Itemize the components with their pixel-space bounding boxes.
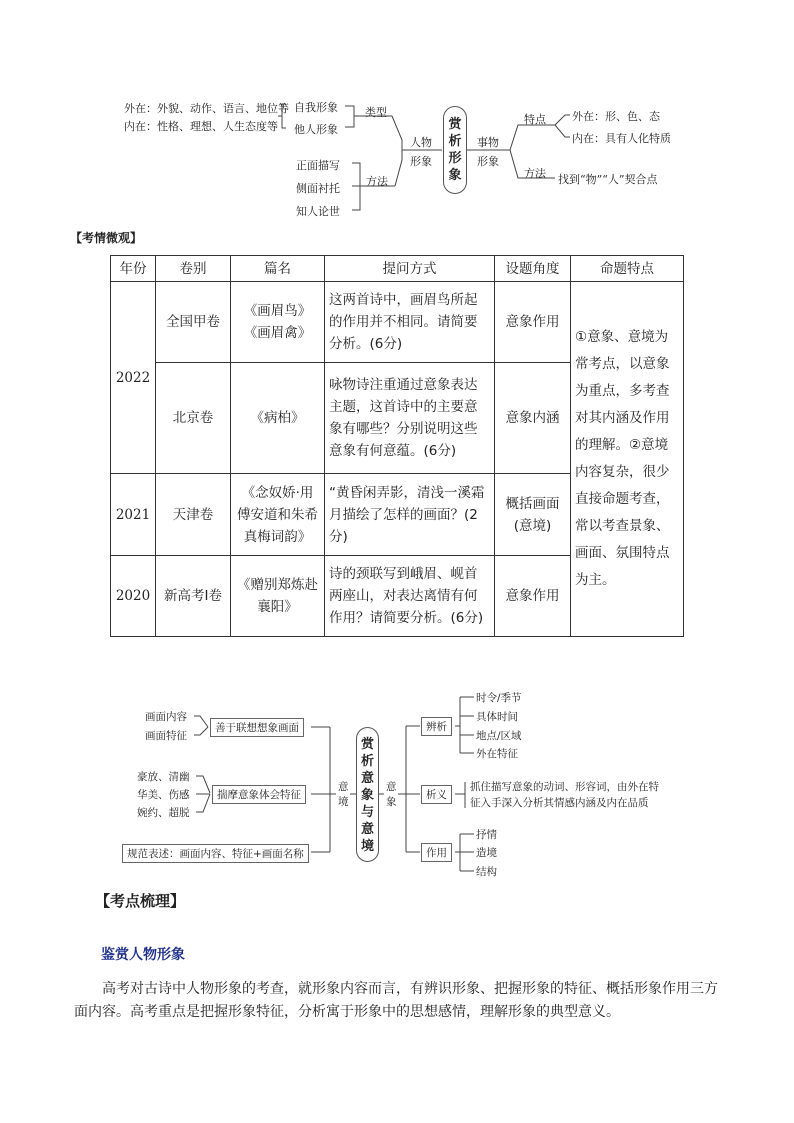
center-char: 析 [360, 754, 374, 769]
style-item: 婉约、超脱 [137, 807, 190, 819]
function-box: 作用 [421, 843, 452, 862]
title-cell: 《病柏》 [231, 363, 325, 474]
identify-item: 地点/区域 [476, 730, 522, 742]
center-char: 意 [360, 822, 374, 837]
angle-cell: 意象作用 [495, 556, 571, 637]
scene-content-item: 画面内容 [145, 711, 187, 723]
col-header-title: 篇名 [231, 256, 325, 282]
yijing-char: 意 [338, 781, 349, 793]
method2-item: 找到“物”“人”契合点 [558, 173, 658, 186]
angle-cell: 意象作用 [495, 282, 571, 363]
person-label-1: 人物 [410, 136, 432, 149]
center-node-appreciate-yixiang [356, 727, 379, 862]
col-header-feature: 命题特点 [571, 256, 684, 282]
feature-label: 特点 [524, 113, 546, 126]
self-image-label: 自我形象 [294, 101, 338, 114]
method-context: 知人论世 [296, 205, 340, 218]
function-item: 造境 [476, 847, 497, 859]
yijing-char: 境 [338, 796, 349, 808]
section-paragraph: 高考对古诗中人物形象的考查，就形象内容而言，有辨识形象、把握形象的特征、概括形象作用三方面内容。高考重点是把握形象特征，分析寓于形象中的思想感情，理解形象的典型意义。 [74, 981, 718, 1020]
yixiang-label [386, 780, 397, 810]
function-item: 抒情 [476, 829, 497, 841]
yixiang-char: 意 [386, 781, 397, 793]
center-char: 意 [360, 771, 374, 786]
method-label: 方法 [366, 175, 388, 188]
angle-cell: 概括画面(意境) [495, 474, 571, 556]
identify-box: 辨析 [421, 717, 452, 736]
paper-cell: 天津卷 [156, 474, 231, 556]
identify-item: 外在特征 [476, 748, 518, 760]
title-cell: 《画眉鸟》 《画眉禽》 [231, 282, 325, 363]
col-header-paper: 卷别 [156, 256, 231, 282]
style-item: 华美、伤感 [137, 789, 190, 801]
center-char: 形 [448, 151, 462, 166]
angle-cell: 意象内涵 [495, 363, 571, 474]
section-title: 【考点梳理】 [95, 892, 186, 910]
year-cell: 2022 [111, 282, 156, 474]
paper-cell: 北京卷 [156, 363, 231, 474]
question-cell: 诗的颈联写到峨眉、岘首两座山，对表达离情有何作用？请简要分析。(6分) [325, 556, 495, 637]
analyze-text-line: 抓住描写意象的动词、形容词，由外在特 [470, 781, 659, 793]
person-label-2: 形象 [410, 155, 432, 168]
outer-trait-line: 外在：外貌、动作、语言、地位等 [124, 102, 289, 115]
imagine-scene-box: 善于联想想象画面 [210, 718, 304, 737]
method-front: 正面描写 [296, 159, 340, 172]
table-header-row [111, 256, 684, 282]
year-cell: 2020 [111, 556, 156, 637]
feature-outer: 外在：形、色、态 [572, 110, 660, 123]
thing-label-2: 形象 [477, 155, 499, 168]
center-char: 境 [360, 839, 374, 854]
inner-trait-line: 内在：性格、理想、人生态度等 [124, 120, 278, 133]
yixiang-char: 象 [386, 796, 397, 808]
table-row [111, 282, 684, 363]
feature-inner: 内在：具有人化特质 [572, 132, 671, 145]
center-char: 析 [448, 134, 462, 149]
question-cell: 咏物诗注重通过意象表达主题，这首诗中的主要意象有哪些？分别说明这些意象有何意蕴。(6分) [325, 363, 495, 474]
center-char: 赏 [360, 737, 374, 752]
center-char: 赏 [448, 117, 462, 132]
question-cell: 这两首诗中，画眉鸟所起的作用并不相同。请简要分析。(6分) [325, 282, 495, 363]
type-label: 类型 [365, 106, 387, 119]
col-header-question: 提问方式 [325, 256, 495, 282]
paper-cell: 全国甲卷 [156, 282, 231, 363]
style-item: 豪放、清幽 [137, 771, 190, 783]
method2-label: 方法 [524, 167, 546, 180]
diagram1-lines [0, 0, 794, 240]
kaoqing-title: 【考情微观】 [70, 231, 143, 245]
paper-cell: 新高考Ⅰ卷 [156, 556, 231, 637]
question-cell: “黄昏闲弄影，清浅一溪霜月描绘了怎样的画面？(2分) [325, 474, 495, 556]
thing-label-1: 事物 [477, 136, 499, 149]
analyze-text-line: 征入手深入分析其情感内涵及内在品质 [470, 797, 649, 809]
title-cell: 《赠别郑炼赴襄阳》 [231, 556, 325, 637]
center-char: 象 [360, 788, 374, 803]
center-node-appreciate-image [443, 106, 467, 194]
center-char: 象 [448, 168, 462, 183]
title-cell: 《念奴娇·用傅安道和朱希真梅词韵》 [231, 474, 325, 556]
identify-item: 时令/季节 [476, 692, 522, 704]
grasp-image-box: 揣摩意象体会特征 [212, 785, 306, 804]
method-side: 侧面衬托 [296, 182, 340, 195]
section-subtitle: 鉴赏人物形象 [101, 947, 185, 963]
col-header-angle: 设题角度 [495, 256, 571, 282]
function-item: 结构 [476, 866, 497, 878]
center-char: 与 [360, 805, 374, 820]
feature-cell: ①意象、意境为常考点，以意象为重点，多考查对其内涵及作用的理解。②意境内容复杂，很少直接命题考查，常以考查景象、画面、氛围特点为主。 [571, 282, 684, 637]
year-cell: 2021 [111, 474, 156, 556]
yijing-label [338, 780, 349, 810]
kaoqing-table [110, 255, 684, 637]
identify-item: 具体时间 [476, 711, 518, 723]
scene-feature-item: 画面特征 [145, 730, 187, 742]
col-header-year: 年份 [111, 256, 156, 282]
standard-expression-box: 规范表述：画面内容、特征+画面名称 [122, 844, 309, 863]
other-image-label: 他人形象 [294, 123, 338, 136]
analyze-meaning-box: 析义 [421, 785, 452, 804]
